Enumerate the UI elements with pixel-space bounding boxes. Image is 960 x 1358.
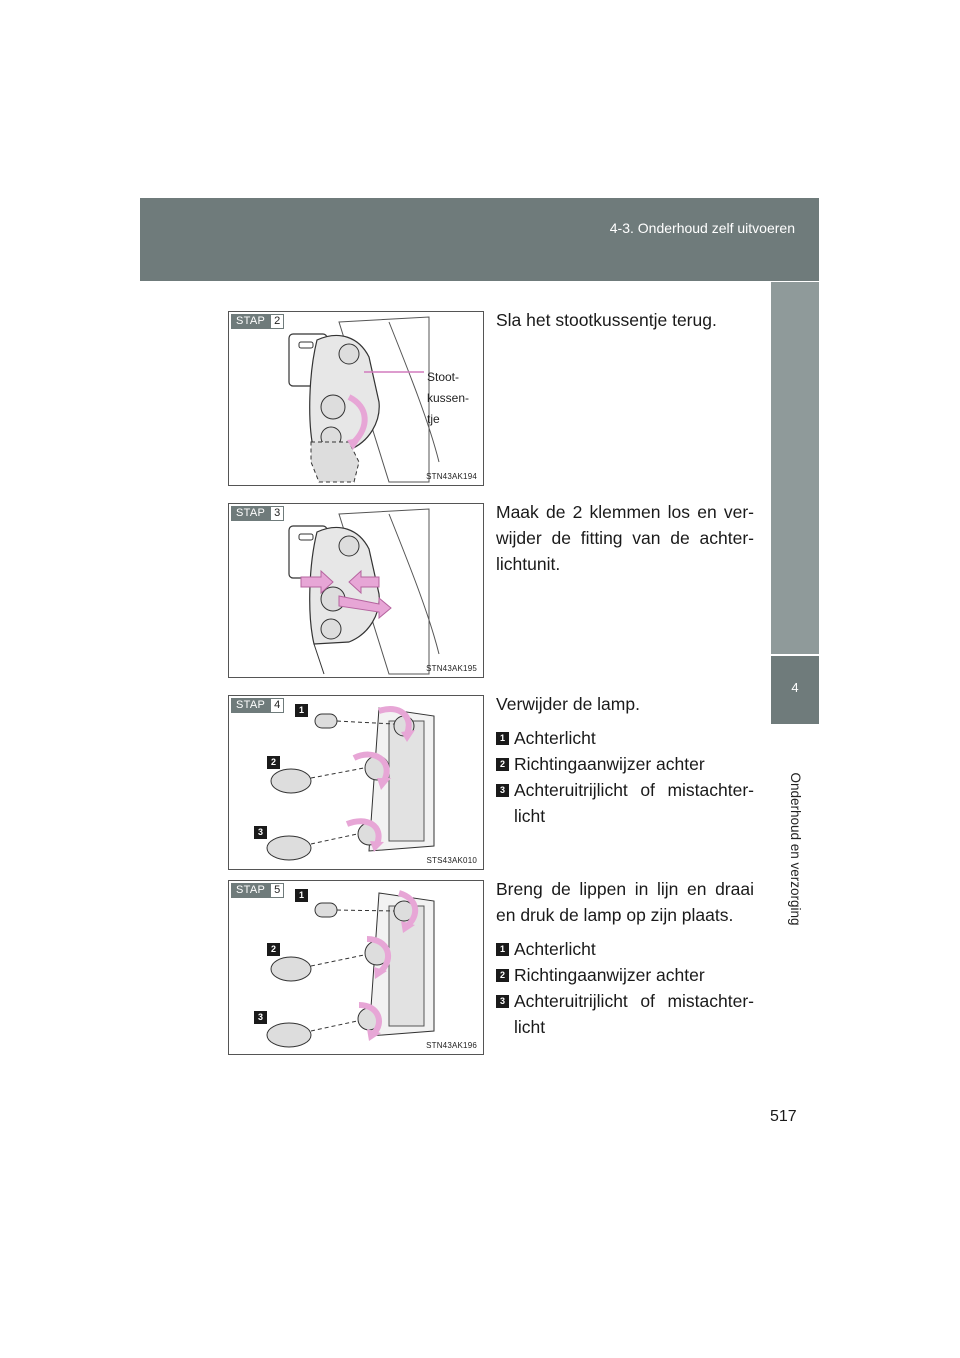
chapter-title-vertical: Onderhoud en verzorging — [788, 772, 803, 926]
step-number: 2 — [270, 314, 284, 329]
step-4-text: Verwijder de lamp. — [496, 694, 640, 714]
legend-item — [496, 962, 754, 988]
image-code: STN43AK196 — [426, 1041, 477, 1050]
step-3-figure — [228, 503, 484, 678]
section-title: 4-3. Onderhoud zelf uitvoeren — [609, 220, 795, 236]
step-badge — [231, 506, 284, 521]
figure-marker-3: 3 — [254, 1011, 267, 1024]
legend-item — [496, 777, 754, 829]
step-5-figure — [228, 880, 484, 1055]
image-code: STS43AK010 — [426, 856, 477, 865]
step-label: STAP — [231, 506, 270, 521]
figure-marker-1: 1 — [295, 704, 308, 717]
step-badge — [231, 698, 284, 713]
step-2-figure — [228, 311, 484, 486]
image-code: STN43AK194 — [426, 472, 477, 481]
step-badge — [231, 314, 284, 329]
step-number: 5 — [270, 883, 284, 898]
step-label: STAP — [231, 314, 270, 329]
cushion-callout — [427, 367, 469, 430]
figure-marker-2: 2 — [267, 943, 280, 956]
step-5-text-block — [496, 876, 754, 1040]
legend-label: Achteruitrijlicht of mistachter-licht — [514, 991, 754, 1037]
step-4-illustration — [229, 696, 483, 869]
legend-label: Richtingaanwijzer achter — [514, 965, 705, 985]
legend-number: 1 — [496, 732, 509, 745]
step-number: 4 — [270, 698, 284, 713]
figure-marker-2: 2 — [267, 756, 280, 769]
callout-line: Stoot- — [427, 370, 460, 384]
callout-line: tje — [427, 412, 440, 426]
step-label: STAP — [231, 883, 270, 898]
legend-number: 3 — [496, 784, 509, 797]
legend-label: Achterlicht — [514, 728, 596, 748]
figure-marker-1: 1 — [295, 889, 308, 902]
step-5-illustration — [229, 881, 483, 1054]
legend-item — [496, 936, 754, 962]
step-label: STAP — [231, 698, 270, 713]
legend-label: Richtingaanwijzer achter — [514, 754, 705, 774]
callout-line: kussen- — [427, 391, 470, 405]
legend-item — [496, 988, 754, 1040]
section-header — [140, 198, 819, 281]
step-3-illustration — [229, 504, 483, 677]
step-4-figure — [228, 695, 484, 870]
legend-number: 3 — [496, 995, 509, 1008]
step-3-text: Maak de 2 klemmen los en ver-wijder de fitting van de achter-lichtunit. — [496, 502, 754, 574]
step-5-text: Breng de lippen in lijn en draai en druk de lamp op zijn plaats. — [496, 879, 754, 925]
legend-number: 1 — [496, 943, 509, 956]
legend-number: 2 — [496, 758, 509, 771]
side-tab-top — [771, 282, 819, 654]
legend-item — [496, 725, 754, 751]
legend-label: Achteruitrijlicht of mistachter-licht — [514, 780, 754, 826]
step-badge — [231, 883, 284, 898]
legend-item — [496, 751, 754, 777]
figure-marker-3: 3 — [254, 826, 267, 839]
legend-number: 2 — [496, 969, 509, 982]
image-code: STN43AK195 — [426, 664, 477, 673]
step-number: 3 — [270, 506, 284, 521]
legend-label: Achterlicht — [514, 939, 596, 959]
step-4-text-block — [496, 691, 754, 829]
page-number: 517 — [770, 1108, 797, 1125]
chapter-number-tab: 4 — [771, 656, 819, 724]
step-2-text: Sla het stootkussentje terug. — [496, 310, 717, 330]
